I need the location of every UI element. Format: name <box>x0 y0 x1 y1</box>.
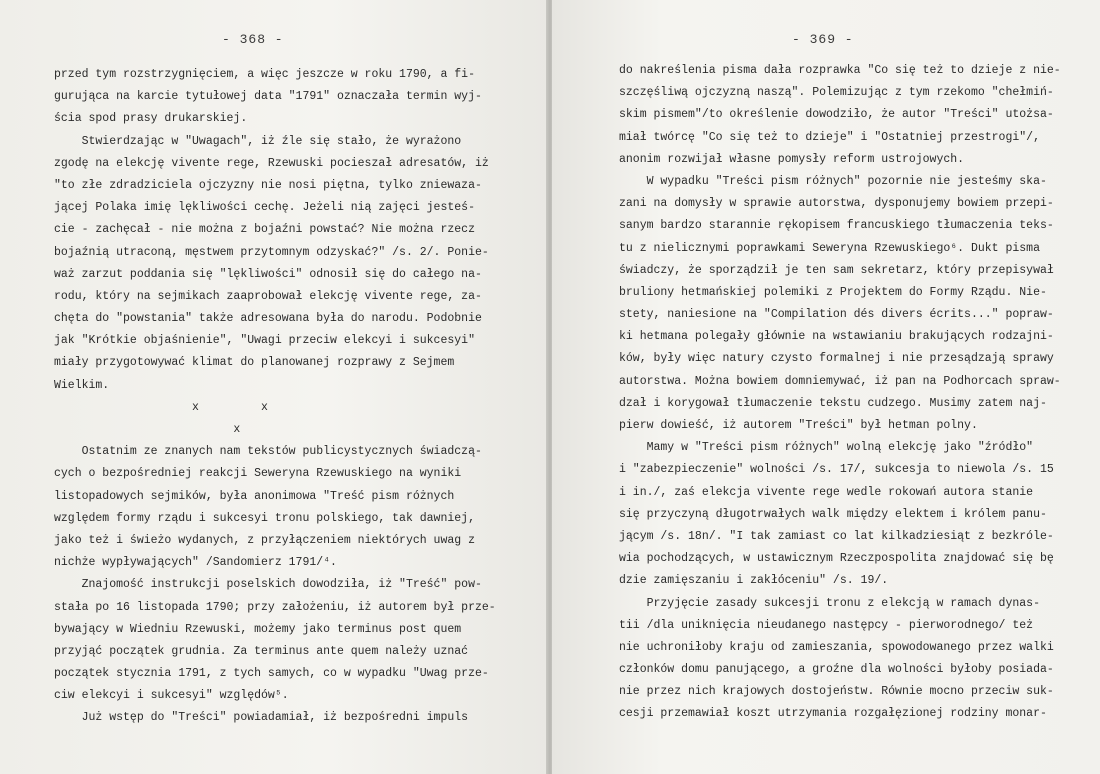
text-line: i "zabezpieczenie" wolności /s. 17/, sukcesja to niewola /s. 15 <box>619 463 1054 477</box>
text-line: się przyczyną długotrwałych walk między elektem i królem panu- <box>619 507 1047 521</box>
text-line: nie przez nich krajowych dostojeństw. Równie mocno przeciw suk- <box>619 685 1054 699</box>
text-line: sanym bardzo starannie rękopisem francuskiego tłumaczenia teks- <box>619 219 1054 233</box>
text-line: tii /dla uniknięcia nieudanego następcy - pierworodnego/ też <box>619 618 1034 632</box>
text-line: ki hetmana polegały głównie na wstawianiu brakujących rodzajni- <box>619 330 1054 344</box>
text-line: Ostatnim ze znanych nam tekstów publicystycznych świadczą- <box>54 445 482 459</box>
text-line: rodu, który na sejmikach zaaprobował elekcję vivente rege, za- <box>54 289 482 303</box>
page-number: - 368 - <box>222 32 284 47</box>
text-line: nie uchroniłoby kraju od zamieszania, spowodowanego przez walki <box>619 640 1054 654</box>
text-line: świadczy, że sporządził je ten sam sekretarz, który przepisywał <box>619 263 1054 277</box>
text-line: pierw dowieść, iż autorem "Treści" był hetman polny. <box>619 419 978 432</box>
text-line: jącej Polaka imię lękliwości cechę. Jeżeli nią zajęci jesteś- <box>54 201 475 215</box>
text-line: tu z nielicznymi poprawkami Seweryna Rzewuskiego⁶. Dukt pisma <box>619 241 1040 255</box>
text-line: Stwierdzając w "Uwagach", iż źle się stało, że wyrażono <box>54 134 462 148</box>
text-line: dzał i korygował tłumaczenie tekstu cudzego. Musimy zatem naj- <box>619 396 1047 410</box>
text-line: bojaźnią utraconą, męstwem przytomnym odzyskać?" /s. 2/. Ponie- <box>54 245 489 259</box>
text-line: Znajomość instrukcji poselskich dowodziła, iż "Treść" pow- <box>54 578 482 592</box>
text-line: przed tym rozstrzygnięciem, a więc jeszcze w roku 1790, a fi- <box>54 68 475 81</box>
text-line: zani na domysły w sprawie autorstwa, dysponujemy bowiem przepi- <box>619 197 1054 211</box>
text-line: ścia spod prasy drukarskiej. <box>54 112 248 126</box>
text-line: cesji przemawiał koszt utrzymania rozgałęzionej rodziny monar- <box>619 707 1047 721</box>
text-line: W wypadku "Treści pism różnych" pozornie nie jesteśmy ska- <box>619 174 1047 188</box>
page-text <box>619 60 1061 726</box>
text-line: początek stycznia 1791, z tych samych, co w wypadku "Uwag prze- <box>54 667 489 681</box>
text-line: dzie zamięszaniu i zakłóceniu" /s. 19/. <box>619 574 889 588</box>
text-line: x x <box>54 400 268 414</box>
text-line: do nakreślenia pisma dała rozprawka "Co się też to dzieje z nie- <box>619 64 1061 77</box>
text-line: stała po 16 listopada 1790; przy założeniu, iż autorem był prze- <box>54 600 496 614</box>
text-line: i in./, zaś elekcja vivente rege wedle rokowań autora stanie <box>619 485 1034 499</box>
text-line: cych o bezpośredniej reakcji Seweryna Rzewuskiego na wyniki <box>54 467 462 481</box>
text-line: anonim rozwijał własne pomysły reform ustrojowych. <box>619 152 965 166</box>
text-line: listopadowych sejmików, była anonimowa "Treść pism różnych <box>54 489 455 503</box>
text-line: waż zarzut poddania się "lękliwości" odnosił się do całego na- <box>54 267 482 281</box>
text-line: szczęśliwą ojczyzną naszą". Polemizując z tym rzekomo "chełmiń- <box>619 86 1054 100</box>
text-line: Przyjęcie zasady sukcesji tronu z elekcją w ramach dynas- <box>619 596 1040 610</box>
text-line: stety, naniesione na "Compilation dés divers écrits..." popraw- <box>619 308 1054 322</box>
text-line: cie - zachęcał - nie można z bojaźni powstać? Nie można rzecz <box>54 223 475 237</box>
text-line: skim pismem"/to określenie dowodziło, że autor "Treści" utożsa- <box>619 108 1054 122</box>
text-line: "to złe zdradziciela ojczyzny nie nosi piętna, tylko zniewaza- <box>54 178 482 192</box>
text-line: gurująca na karcie tytułowej data "1791" oznaczała termin wyj- <box>54 90 482 104</box>
text-line: przyjąć początek grudnia. Za terminus ante quem należy uznać <box>54 644 469 658</box>
text-line: zgodę na elekcję vivente rege, Rzewuski pocieszał adresatów, iż <box>54 156 489 170</box>
text-line: bruliony hetmańskiej polemiki z Projektem do Formy Rządu. Nie- <box>619 285 1047 299</box>
page-text <box>54 64 496 730</box>
text-line: względem formy rządu i sukcesyi tronu polskiego, tak dawniej, <box>54 511 475 525</box>
text-line: jącym /s. 18n/. "I tak zamiast co lat kilkadziesiąt z bezkróle- <box>619 529 1054 543</box>
text-line: ciw elekcyi i sukcesyi" względów⁵. <box>54 689 289 703</box>
text-line: Wielkim. <box>54 378 110 392</box>
text-line: bywający w Wiedniu Rzewuski, możemy jako terminus post quem <box>54 622 462 636</box>
text-line: wia pochodzących, w ustawicznym Rzeczpospolita znajdować się bę <box>619 552 1054 566</box>
text-line: miały przygotowywać klimat do planowanej rozprawy z Sejmem <box>54 356 455 370</box>
text-line: autorstwa. Można bowiem domniemywać, iż pan na Podhorcach spraw- <box>619 374 1061 388</box>
text-line: jako też i świeżo wydanych, z przyłączeniem niektórych uwag z <box>54 533 475 547</box>
text-line: Mamy w "Treści pism różnych" wolną elekcję jako "źródło" <box>619 441 1034 455</box>
left-page <box>0 0 548 774</box>
text-line: chęta do "powstania" także adresowana była do narodu. Podobnie <box>54 312 482 326</box>
text-line: jak "Krótkie objaśnienie", "Uwagi przeciw elekcyi i sukcesyi" <box>54 334 475 348</box>
text-line: nichże wypływających" /Sandomierz 1791/⁴. <box>54 556 337 570</box>
page-number: - 369 - <box>792 32 854 47</box>
text-line: Już wstęp do "Treści" powiadamiał, iż bezpośredni impuls <box>54 711 469 725</box>
text-line: miał twórcę "Co się też to dzieje" i "Ostatniej przestrogi"/, <box>619 130 1040 144</box>
text-line: ków, były więc natury czysto formalnej i nie przesądzają sprawy <box>619 352 1054 366</box>
text-line: x <box>54 423 241 436</box>
text-line: członków domu panującego, a groźne dla wolności byłoby posiada- <box>619 663 1054 677</box>
right-page <box>552 0 1100 774</box>
